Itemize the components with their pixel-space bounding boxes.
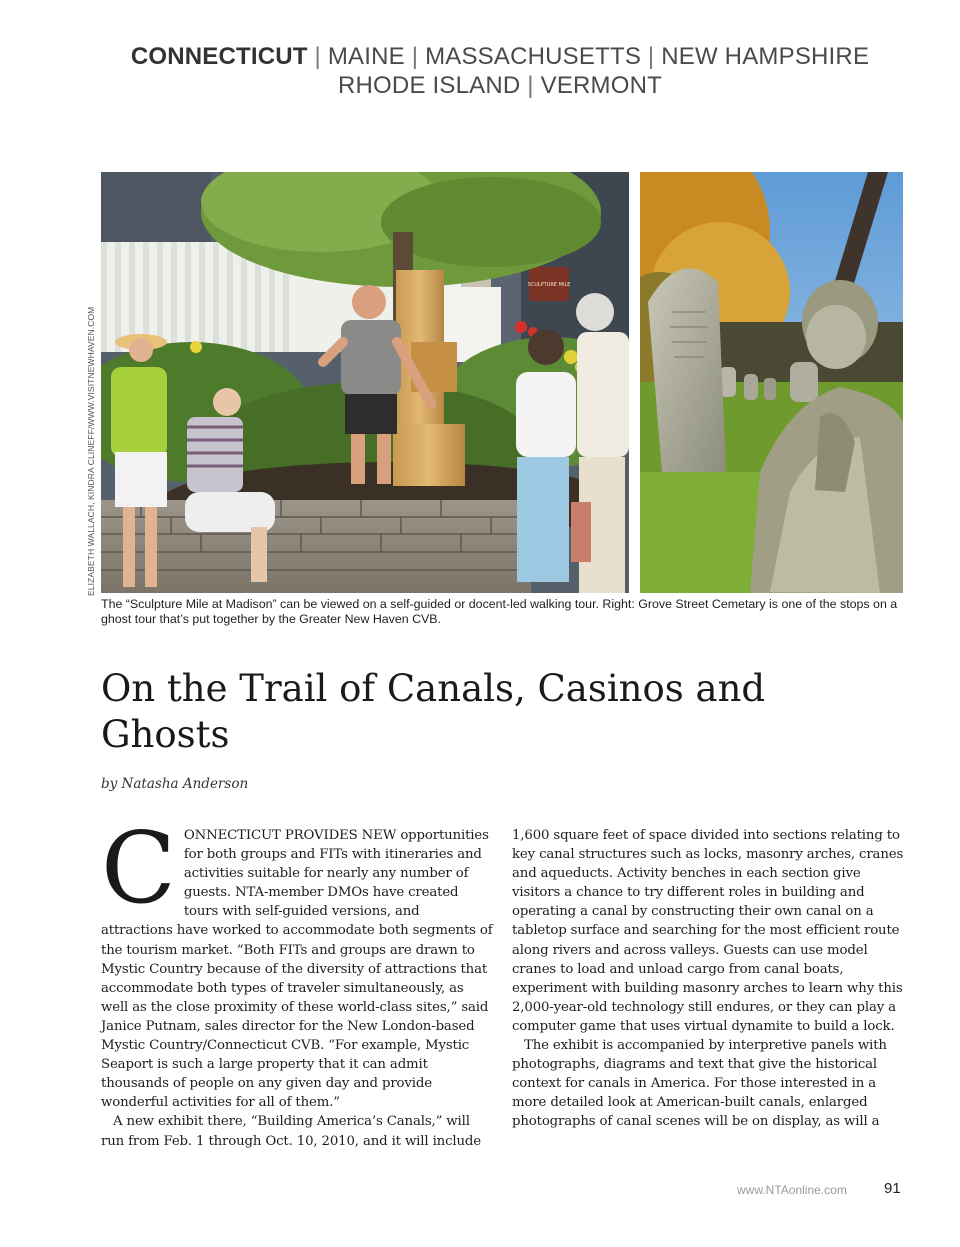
section-header [100,42,900,100]
header-state: VERMONT [540,72,663,99]
article-byline: by Natasha Anderson [101,776,249,792]
paragraph-1 [101,812,493,1112]
grove-street-cemetery-photo [640,172,903,593]
sign-text: SCULPTURE MILE [527,282,571,288]
header-state: MASSACHUSETTS [425,43,642,70]
article-title: On the Trail of Canals, Casinos and Ghosts [101,667,766,756]
lead-in: ONNECTICUT PROVIDES NEW [183,828,397,843]
header-line-2: RHODE ISLAND | VERMONT [337,72,663,99]
page-number: 91 [884,1180,901,1197]
header-state: MAINE [327,43,405,70]
header-state-current: CONNECTICUT [130,43,308,70]
header-line-1: CONNECTICUT | MAINE | MASSACHUSETTS | NEW HAMPSHIRE [130,43,870,70]
paragraph-3: 1,600 square feet of space divided into sections relating to key canal structures such as locks, masonry arches, cranes and aqueducts. Activity benches in each section give visitors a chance to try different roles in building and operating a canal by constructing their own canal on a tabletop surface and searching for the most efficient route along rivers and across valleys. Guests can use model cranes to load and unload cargo from canal boats, experiment with building masonry arches to learn why this 2,000-year-old technology still endures, or they can play a computer game that uses virtual dynamite to build a lock. [512,828,904,1034]
sculpture-mile-photo [101,172,629,593]
footer-url: www.NTAonline.com [737,1183,847,1197]
header-state: NEW HAMPSHIRE [661,43,870,70]
photo-caption: The “Sculpture Mile at Madison” can be viewed on a self-guided or docent-led walking tour. Right: Grove Street Cemetary is one of the stops on a ghost tour that’s put together by the Greater New Haven CVB. [101,597,898,626]
article-column-right [512,826,907,1132]
photo-credit: ELIZABETH WALLACH, KINDRA CLINEFF/WWW.VISITNEWHAVEN.COM [86,306,96,596]
paragraph-4: The exhibit is accompanied by interpretive panels with photographs, diagrams and text that give the historical context for canals in America. For those interested in a more detailed look at American-built canals, enlarged photographs of canal scenes will be on display, as will a [512,1038,887,1130]
paragraph-1-text: opportunities for both groups and FITs with itineraries and activities suitable for nearly any number of guests. NTA-member DMOs have created tours with self-guided versions, and attractions have worked to accommodate both segments of the tourism market. “Both FITs and groups are drawn to Mystic Country because of the diversity of attractions that accommodate both types of traveler simultaneously, as well as the close proximity of these world-class sites,” said Janice Putnam, sales director for the New London-based Mystic Country/Connecticut CVB. “For example, Mystic Seaport is such a large property that it can admit thousands of people on any given day and provide wonderful activities for all of them.” [101,828,493,1111]
article-column-left [101,812,493,1151]
drop-cap: C [101,812,176,926]
header-state: RHODE ISLAND [337,72,521,99]
paragraph-2: A new exhibit there, “Building America’s Canals,” will run from Feb. 1 through Oct. 10, 2010, and it will include [101,1114,481,1149]
